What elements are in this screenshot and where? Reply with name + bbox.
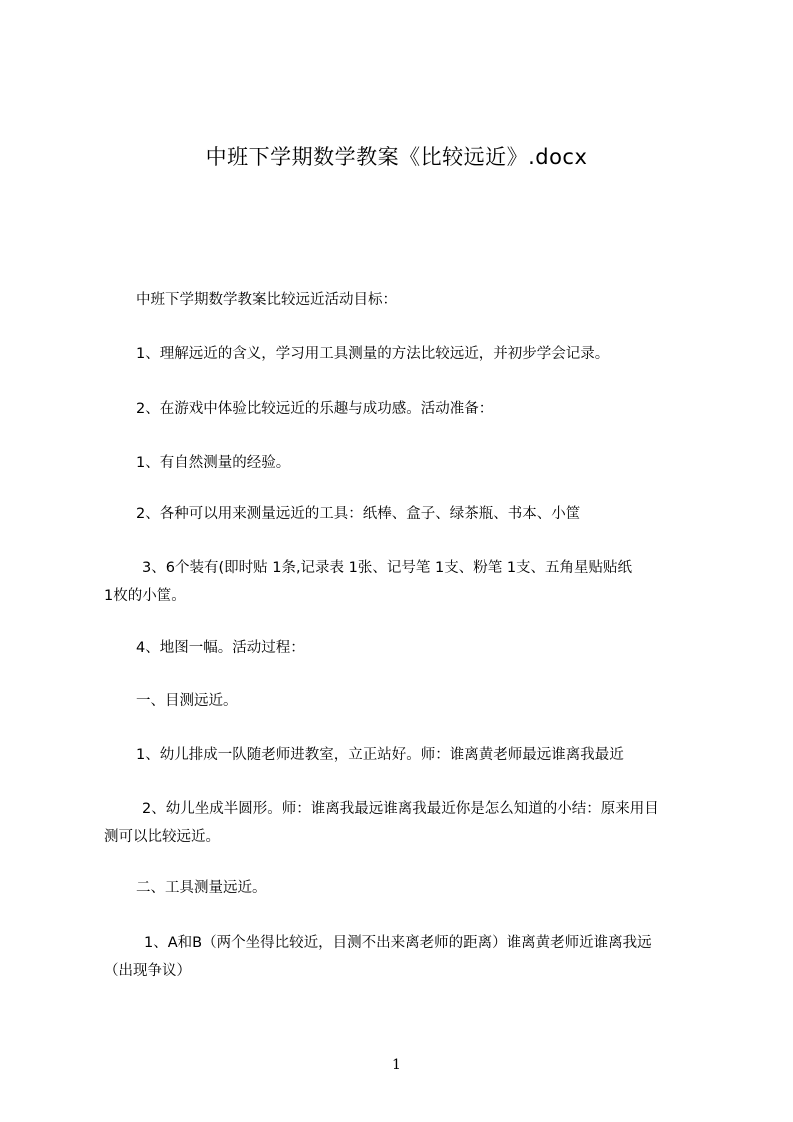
paragraph-preparation-4: 4、地图一幅。活动过程： (136, 640, 305, 656)
paragraph-preparation-3-line1: 3、6个装有(即时贴 1条,记录表 1张、记号笔 1支、粉笔 1支、五角星贴贴纸 (142, 560, 633, 576)
paragraph-preparation-1: 1、有自然测量的经验。 (136, 455, 291, 471)
document-title: 中班下学期数学教案《比较远近》.docx (205, 145, 588, 169)
paragraph-section-1-heading: 一、目测远近。 (136, 693, 238, 709)
paragraph-preparation-3-line2: 1枚的小筐。 (104, 588, 186, 604)
paragraph-objectives-heading: 中班下学期数学教案比较远近活动目标： (136, 292, 397, 308)
paragraph-step-2-1-line1: 1、A和B（两个坐得比较近，目测不出来离老师的距离）谁离黄老师近谁离我远 (144, 935, 652, 951)
paragraph-step-1-2-line1: 2、幼儿坐成半圆形。师：谁离我最远谁离我最近你是怎么知道的小结：原来用目 (142, 801, 659, 817)
page-number: 1 (392, 1057, 401, 1073)
paragraph-preparation-2: 2、各种可以用来测量远近的工具：纸棒、盒子、绿茶瓶、书本、小筐 (136, 506, 581, 522)
paragraph-step-2-1-line2: （出现争议） (104, 963, 191, 979)
paragraph-section-2-heading: 二、工具测量远近。 (136, 880, 267, 896)
paragraph-step-1-2-line2: 测可以比较远近。 (104, 829, 220, 845)
paragraph-objective-1: 1、理解远近的含义，学习用工具测量的方法比较远近，并初步学会记录。 (136, 346, 610, 362)
paragraph-objective-2: 2、在游戏中体验比较远近的乐趣与成功感。活动准备： (136, 401, 494, 417)
paragraph-step-1-1: 1、幼儿排成一队随老师进教室，立正站好。师：谁离黄老师最远谁离我最近 (136, 747, 624, 763)
